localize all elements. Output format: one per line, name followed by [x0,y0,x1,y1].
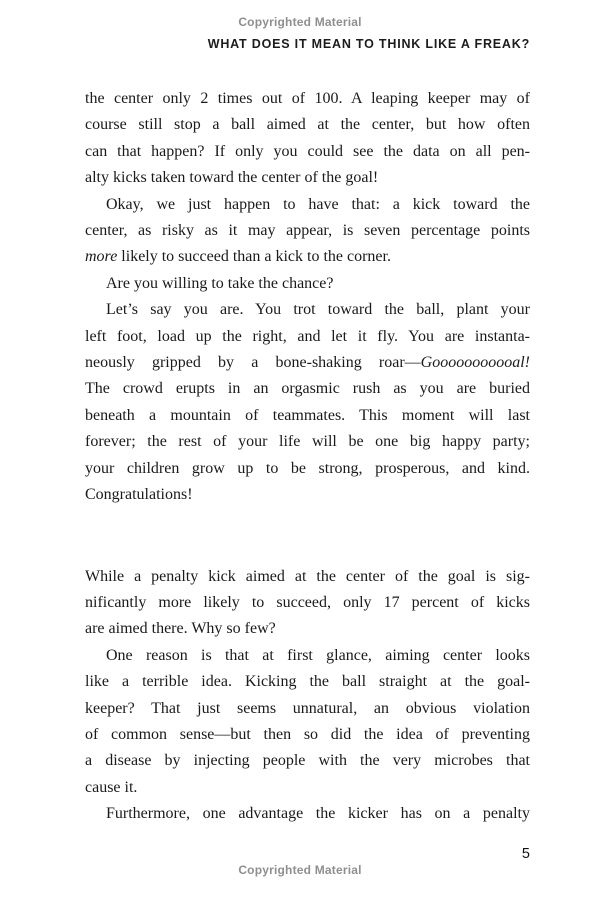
text-section [85,564,530,828]
text-line [85,429,530,455]
text-line [85,112,530,138]
text-line [85,218,530,244]
text-line [85,482,530,508]
text-segment: a disease by injecting people with the very microbes that [85,752,530,770]
text-line [85,748,530,774]
text-segment: can that happen? If only you could see the data on all pen- [85,142,530,160]
copyright-notice-top: Copyrighted Material [238,15,362,29]
text-line [85,722,530,748]
text-line [85,669,530,695]
text-line [85,139,530,165]
text-segment: course still stop a ball aimed at the center, but how often [85,116,530,134]
text-segment: of common sense—but then so did the idea of preventing [85,725,530,743]
text-line [85,696,530,722]
italic-text: Gooooooooooal! [420,354,530,372]
text-segment: likely to succeed than a kick to the corner. [117,248,391,266]
body-text [85,86,530,828]
text-segment: like a terrible idea. Kicking the ball straight at the goal- [85,673,530,691]
paragraph [85,192,530,271]
text-segment: center, as risky as it may appear, is seven percentage points [85,222,530,240]
text-line [85,775,530,801]
text-line [85,297,530,323]
text-segment: Furthermore, one advantage the kicker has on a penalty [106,805,530,823]
page-number: 5 [521,846,530,862]
text-line [85,271,530,297]
paragraph [85,801,530,827]
paragraph [85,297,530,508]
text-line [85,324,530,350]
text-segment: nificantly more likely to succeed, only 17 percent of kicks [85,593,530,611]
text-line [85,350,530,376]
text-segment: forever; the rest of your life will be one big happy party; [85,433,530,451]
running-head: WHAT DOES IT MEAN TO THINK LIKE A FREAK? [207,37,530,51]
text-segment: cause it. [85,778,138,796]
text-line [85,244,530,270]
paragraph [85,86,530,192]
text-segment: neously gripped by a bone-shaking roar— [85,354,421,372]
paragraph [85,643,530,801]
copyright-notice-bottom: Copyrighted Material [238,863,362,877]
text-segment: Let’s say you are. You trot toward the ball, plant your [106,301,530,319]
text-segment: Congratulations! [85,486,193,504]
text-line [85,801,530,827]
text-line [85,403,530,429]
text-segment: The crowd erupts in an orgasmic rush as you are buried [85,380,530,398]
text-segment: your children grow up to be strong, prosperous, and kind. [85,459,530,477]
text-line [85,86,530,112]
text-line [85,643,530,669]
text-segment: alty kicks taken toward the center of the goal! [85,169,379,187]
text-line [85,590,530,616]
text-line [85,456,530,482]
text-segment: One reason is that at first glance, aiming center looks [106,646,530,664]
text-segment: keeper? That just seems unnatural, an obvious violation [85,699,530,717]
text-line [85,165,530,191]
italic-text: more [85,248,118,266]
text-line [85,376,530,402]
text-segment: Okay, we just happen to have that: a kick toward the [106,195,530,213]
text-segment: the center only 2 times out of 100. A leaping keeper may of [85,90,530,107]
text-line [85,192,530,218]
text-segment: Are you willing to take the chance? [106,274,334,292]
text-segment: beneath a mountain of teammates. This moment will last [85,406,530,424]
text-segment: While a penalty kick aimed at the center of the goal is sig- [85,567,530,585]
text-segment: are aimed there. Why so few? [85,620,276,638]
paragraph [85,564,530,643]
text-line [85,564,530,590]
paragraph [85,271,530,297]
text-section [85,86,530,509]
text-line [85,616,530,642]
text-segment: left foot, load up the right, and let it fly. You are instanta- [85,327,530,345]
